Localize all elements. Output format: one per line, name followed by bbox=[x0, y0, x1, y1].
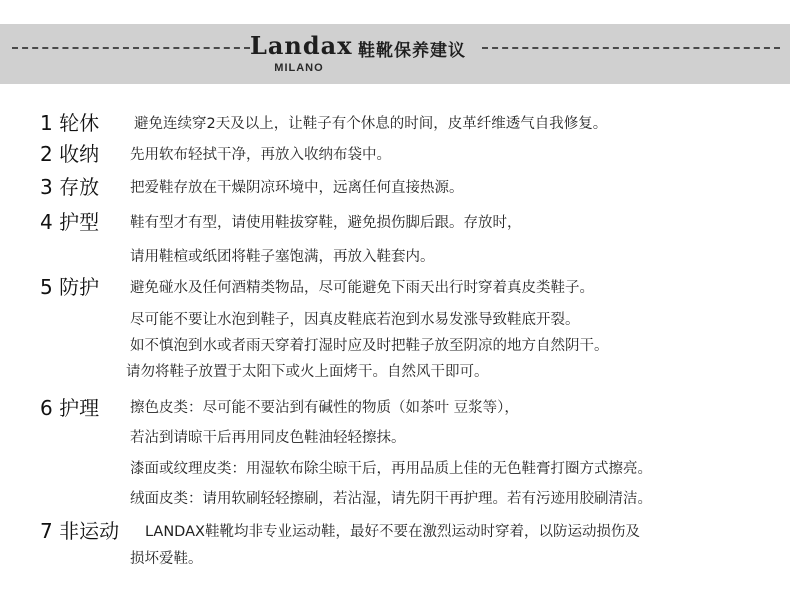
tip-text-care-2: 若沾到请晾干后再用同皮色鞋油轻轻擦抹。 bbox=[130, 430, 406, 446]
tip-text-non-sport-1: LANDAX鞋靴均非专业运动鞋，最好不要在激烈运动时穿着，以防运动损伤及 bbox=[145, 524, 640, 540]
tip-text-protect-4: 请勿将鞋子放置于太阳下或火上面烤干。自然风干即可。 bbox=[126, 364, 489, 380]
tip-label-storage-place: 3 存放 bbox=[40, 175, 100, 199]
tip-text-shape-1: 鞋有型才有型，请使用鞋拔穿鞋，避免损伤脚后跟。存放时， bbox=[130, 215, 522, 231]
tip-label-protect: 5 防护 bbox=[40, 275, 100, 299]
tip-label-shape: 4 护型 bbox=[40, 210, 100, 234]
tip-text-rest-1: 避免连续穿2天及以上，让鞋子有个休息的时间，皮革纤维透气自我修复。 bbox=[134, 116, 608, 132]
page-title: 鞋靴保养建议 bbox=[358, 41, 466, 61]
tip-label-rest: 1 轮休 bbox=[40, 111, 100, 135]
tip-text-protect-3: 如不慎泡到水或者雨天穿着打湿时应及时把鞋子放至阴凉的地方自然阴干。 bbox=[130, 338, 609, 354]
tip-text-shape-2: 请用鞋楦或纸团将鞋子塞饱满，再放入鞋套内。 bbox=[130, 249, 435, 265]
tip-text-storage-place-1: 把爱鞋存放在干燥阴凉环境中，远离任何直接热源。 bbox=[130, 180, 464, 196]
brand-subtitle: MILANO bbox=[274, 62, 324, 74]
tip-label-non-sport: 7 非运动 bbox=[40, 519, 120, 543]
tip-label-storage-bag: 2 收纳 bbox=[40, 142, 100, 166]
tip-text-protect-2: 尽可能不要让水泡到鞋子，因真皮鞋底若泡到水易发涨导致鞋底开裂。 bbox=[130, 312, 580, 328]
tip-text-care-4: 绒面皮类：请用软刷轻轻擦刷，若沾湿，请先阴干再护理。若有污迹用胶刷清洁。 bbox=[130, 491, 652, 507]
tip-text-care-3: 漆面或纹理皮类：用湿软布除尘晾干后，再用品质上佳的无色鞋膏打圈方式擦亮。 bbox=[130, 461, 652, 477]
tip-label-care: 6 护理 bbox=[40, 396, 100, 420]
brand-name: Landax bbox=[250, 31, 353, 60]
tip-text-non-sport-2: 损坏爱鞋。 bbox=[130, 551, 203, 567]
tip-text-care-1: 擦色皮类：尽可能不要沾到有碱性的物质（如茶叶 豆浆等）， bbox=[130, 400, 519, 416]
tip-text-storage-bag-1: 先用软布轻拭干净，再放入收纳布袋中。 bbox=[130, 147, 391, 163]
tip-text-protect-1: 避免碰水及任何酒精类物品，尽可能避免下雨天出行时穿着真皮类鞋子。 bbox=[130, 280, 594, 296]
